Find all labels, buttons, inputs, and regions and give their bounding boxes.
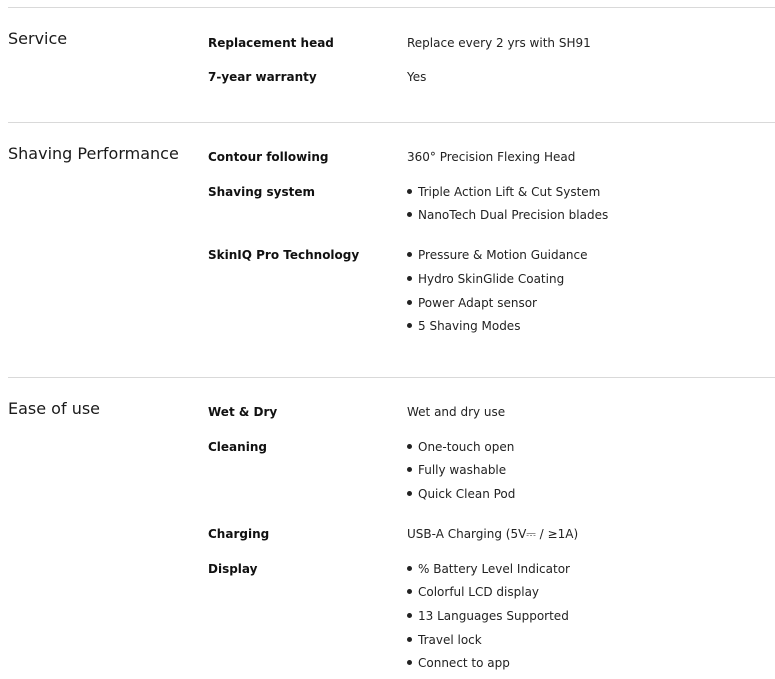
bullet-item xyxy=(407,295,537,311)
section-divider xyxy=(8,122,775,123)
bullet-item xyxy=(407,207,608,223)
bullet-dot xyxy=(407,637,412,642)
bullet-text: Power Adapt sensor xyxy=(418,296,537,310)
bullet-item xyxy=(407,655,510,671)
section-title-shaving-performance: Shaving Performance xyxy=(8,144,179,163)
bullet-item xyxy=(407,561,570,577)
bullet-item xyxy=(407,439,514,455)
spec-label-display: Display xyxy=(208,562,258,576)
bullet-dot xyxy=(407,323,412,328)
bullet-item xyxy=(407,486,515,502)
bullet-item xyxy=(407,318,520,334)
bullet-text: NanoTech Dual Precision blades xyxy=(418,208,609,222)
bullet-text: Colorful LCD display xyxy=(418,585,540,599)
bullet-dot xyxy=(407,660,412,665)
bullet-dot xyxy=(407,491,412,496)
spec-label-contour-following: Contour following xyxy=(208,150,329,164)
bullet-item xyxy=(407,462,506,478)
bullet-text: One-touch open xyxy=(418,440,515,454)
spec-value-replacement-head: Replace every 2 yrs with SH91 xyxy=(407,36,591,50)
bullet-text: Fully washable xyxy=(418,463,507,477)
bullet-text: Pressure & Motion Guidance xyxy=(418,248,588,262)
section-divider xyxy=(8,377,775,378)
spec-value-charging: USB-A Charging (5V⎓ / ≥1A) xyxy=(407,527,579,541)
spec-label-charging: Charging xyxy=(208,527,270,541)
bullet-text: Quick Clean Pod xyxy=(418,487,516,501)
spec-value-warranty: Yes xyxy=(407,70,427,84)
bullet-item xyxy=(407,608,569,624)
bullet-text: 5 Shaving Modes xyxy=(418,319,521,333)
bullet-item xyxy=(407,247,588,263)
spec-label-replacement-head: Replacement head xyxy=(208,36,334,50)
section-divider xyxy=(8,7,775,8)
bullet-text: Hydro SkinGlide Coating xyxy=(418,272,565,286)
section-title-service: Service xyxy=(8,29,68,48)
bullet-dot xyxy=(407,444,412,449)
bullet-text: Triple Action Lift & Cut System xyxy=(418,185,601,199)
spec-label-cleaning: Cleaning xyxy=(208,440,267,454)
spec-label-shaving-system: Shaving system xyxy=(208,185,316,199)
bullet-item xyxy=(407,271,564,287)
bullet-dot xyxy=(407,467,412,472)
bullet-text: Travel lock xyxy=(418,633,482,647)
bullet-text: Connect to app xyxy=(418,656,510,670)
bullet-text: 13 Languages Supported xyxy=(418,609,569,623)
spec-label-skiniq: SkinIQ Pro Technology xyxy=(208,248,360,262)
spec-label-warranty: 7-year warranty xyxy=(208,70,317,84)
bullet-dot xyxy=(407,589,412,594)
spec-label-wet-dry: Wet & Dry xyxy=(208,405,278,419)
bullet-dot xyxy=(407,300,412,305)
bullet-dot xyxy=(407,613,412,618)
bullet-item xyxy=(407,632,482,648)
bullet-dot xyxy=(407,189,412,194)
bullet-dot xyxy=(407,212,412,217)
bullet-dot xyxy=(407,276,412,281)
bullet-item xyxy=(407,184,600,200)
bullet-dot xyxy=(407,566,412,571)
bullet-dot xyxy=(407,252,412,257)
spec-value-wet-dry: Wet and dry use xyxy=(407,405,506,419)
bullet-text: % Battery Level Indicator xyxy=(418,562,570,576)
section-title-ease-of-use: Ease of use xyxy=(8,399,101,418)
bullet-item xyxy=(407,584,539,600)
spec-value-contour-following: 360° Precision Flexing Head xyxy=(407,150,576,164)
